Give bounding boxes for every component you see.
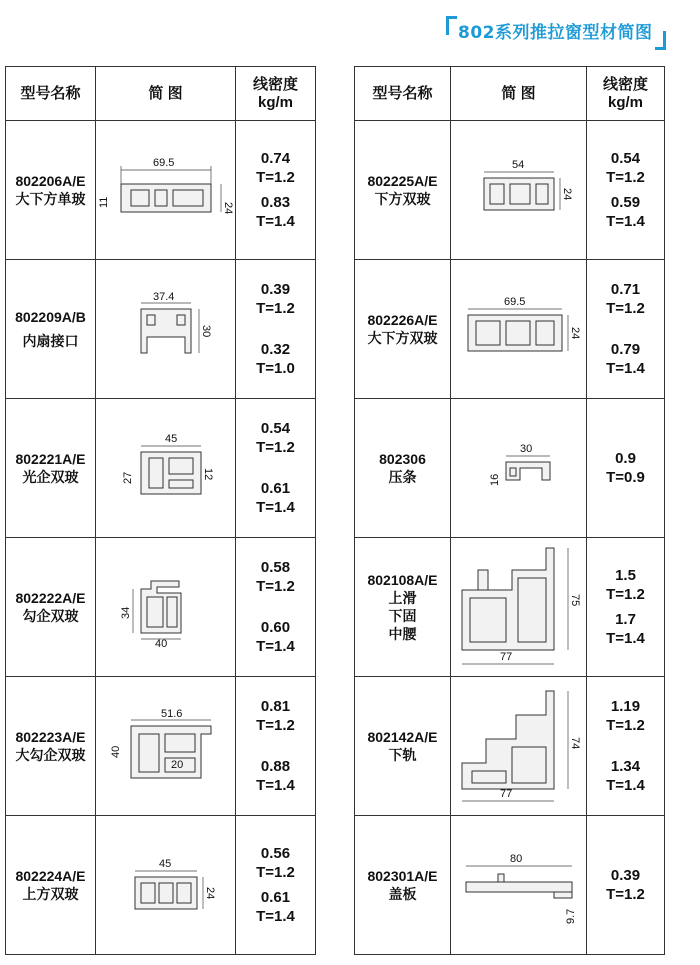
header-density: 线密度 kg/m xyxy=(587,67,665,121)
table-row xyxy=(355,260,665,399)
sketch-cell xyxy=(451,677,587,816)
svg-text:37.4: 37.4 xyxy=(152,291,174,303)
model-cell: 802206A/E 大下方单玻 xyxy=(6,121,96,260)
svg-text:24: 24 xyxy=(221,202,234,215)
table-row xyxy=(6,399,316,538)
profile-sketch xyxy=(452,679,586,813)
header-sketch: 简 图 xyxy=(96,67,236,121)
bracket-corner-top-left xyxy=(446,16,457,35)
svg-text:69.5: 69.5 xyxy=(503,296,525,308)
svg-text:77: 77 xyxy=(499,651,512,663)
svg-text:34: 34 xyxy=(119,606,132,619)
table-header-row xyxy=(355,67,665,121)
svg-text:9.7: 9.7 xyxy=(564,908,577,924)
profile-sketch xyxy=(454,840,584,930)
right-profile-table xyxy=(354,66,665,955)
svg-text:12: 12 xyxy=(201,468,214,481)
svg-text:75: 75 xyxy=(568,594,581,607)
svg-text:24: 24 xyxy=(560,188,573,201)
header-sketch: 简 图 xyxy=(451,67,587,121)
sketch-cell xyxy=(96,677,236,816)
svg-text:80: 80 xyxy=(509,853,522,865)
svg-text:40: 40 xyxy=(154,638,167,650)
sketch-cell xyxy=(96,121,236,260)
sketch-cell xyxy=(96,260,236,399)
density-cell: 1.19 T=1.2 1.34 T=1.4 xyxy=(587,677,665,816)
page-title-frame xyxy=(446,16,666,50)
sketch-cell xyxy=(96,816,236,955)
profile-sketch xyxy=(454,289,584,369)
table-row xyxy=(6,816,316,955)
svg-text:16: 16 xyxy=(488,473,501,486)
svg-text:30: 30 xyxy=(519,443,532,455)
table-row xyxy=(6,677,316,816)
svg-text:11: 11 xyxy=(97,196,110,208)
profile-sketch xyxy=(97,150,234,230)
page-title: 802系列推拉窗型材简图 xyxy=(458,23,653,43)
svg-text:77: 77 xyxy=(499,788,512,800)
profile-sketch xyxy=(454,150,584,230)
table-row xyxy=(6,260,316,399)
svg-text:24: 24 xyxy=(203,887,216,900)
table-row xyxy=(355,538,665,677)
svg-text:74: 74 xyxy=(568,737,581,750)
model-cell: 802306 压条 xyxy=(355,399,451,538)
svg-text:45: 45 xyxy=(158,858,171,870)
model-cell: 802301A/E 盖板 xyxy=(355,816,451,955)
profile-sketch xyxy=(101,289,231,369)
model-cell: 802222A/E 勾企双玻 xyxy=(6,538,96,677)
profile-sketch xyxy=(101,706,231,786)
svg-text:20: 20 xyxy=(170,759,183,771)
model-cell: 802226A/E 大下方双玻 xyxy=(355,260,451,399)
density-cell: 0.74 T=1.2 0.83 T=1.4 xyxy=(236,121,316,260)
sketch-cell xyxy=(451,260,587,399)
svg-text:27: 27 xyxy=(121,471,134,484)
density-cell: 0.9 T=0.9 xyxy=(587,399,665,538)
density-cell: 0.71 T=1.2 0.79 T=1.4 xyxy=(587,260,665,399)
header-model: 型号名称 xyxy=(6,67,96,121)
model-cell: 802142A/E 下轨 xyxy=(355,677,451,816)
svg-text:24: 24 xyxy=(568,327,581,340)
svg-text:30: 30 xyxy=(199,325,212,338)
profile-sketch xyxy=(452,540,586,674)
table-row xyxy=(6,121,316,260)
density-cell: 1.5 T=1.2 1.7 T=1.4 xyxy=(587,538,665,677)
header-model: 型号名称 xyxy=(355,67,451,121)
density-cell: 0.54 T=1.2 0.59 T=1.4 xyxy=(587,121,665,260)
profile-sketch xyxy=(454,428,584,508)
table-row xyxy=(355,816,665,955)
sketch-cell xyxy=(451,121,587,260)
density-cell: 0.81 T=1.2 0.88 T=1.4 xyxy=(236,677,316,816)
density-cell: 0.39 T=1.2 0.32 T=1.0 xyxy=(236,260,316,399)
density-cell: 0.54 T=1.2 0.61 T=1.4 xyxy=(236,399,316,538)
model-cell: 802225A/E 下方双玻 xyxy=(355,121,451,260)
model-cell: 802209A/B 内扇接口 xyxy=(6,260,96,399)
svg-text:51.6: 51.6 xyxy=(160,708,182,720)
svg-text:45: 45 xyxy=(164,433,177,445)
model-cell: 802224A/E 上方双玻 xyxy=(6,816,96,955)
model-cell: 802108A/E 上滑 下固 中腰 xyxy=(355,538,451,677)
bracket-corner-bottom-right xyxy=(655,31,666,50)
sketch-cell xyxy=(451,538,587,677)
svg-text:69.5: 69.5 xyxy=(152,157,174,169)
left-profile-table xyxy=(5,66,316,955)
profile-sketch xyxy=(101,428,231,508)
sketch-cell xyxy=(96,399,236,538)
svg-text:40: 40 xyxy=(109,745,122,758)
profile-sketch xyxy=(101,845,231,925)
density-cell: 0.39 T=1.2 xyxy=(587,816,665,955)
table-row xyxy=(355,399,665,538)
svg-text:54: 54 xyxy=(511,159,524,171)
density-cell: 0.56 T=1.2 0.61 T=1.4 xyxy=(236,816,316,955)
table-row xyxy=(355,677,665,816)
header-density: 线密度 kg/m xyxy=(236,67,316,121)
profile-sketch xyxy=(101,567,231,650)
table-row xyxy=(355,121,665,260)
table-row xyxy=(6,538,316,677)
sketch-cell xyxy=(96,538,236,677)
sketch-cell xyxy=(451,399,587,538)
density-cell: 0.58 T=1.2 0.60 T=1.4 xyxy=(236,538,316,677)
model-cell: 802221A/E 光企双玻 xyxy=(6,399,96,538)
sketch-cell xyxy=(451,816,587,955)
model-cell: 802223A/E 大勾企双玻 xyxy=(6,677,96,816)
table-header-row xyxy=(6,67,316,121)
